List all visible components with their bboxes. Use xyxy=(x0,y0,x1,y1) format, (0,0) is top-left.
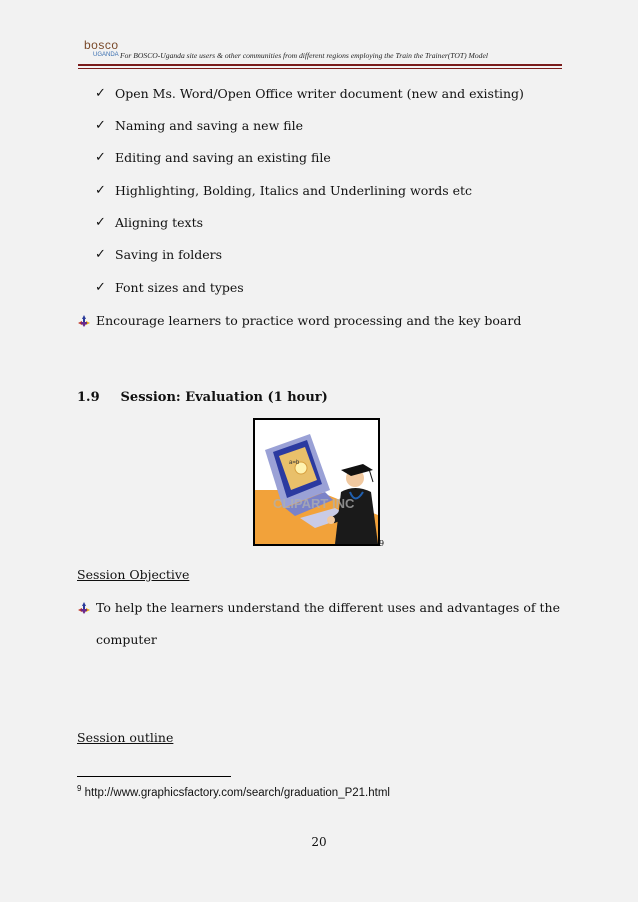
objective-text-line2: computer xyxy=(96,632,157,647)
clipart-watermark: CLIPART INC xyxy=(273,496,355,511)
outline-heading: Session outline xyxy=(77,730,174,745)
footnote-number: 9 xyxy=(77,784,82,793)
checkmark-icon: ✓ xyxy=(95,247,106,262)
checklist-item: ✓ Highlighting, Bolding, Italics and Underlining words etc xyxy=(95,183,473,198)
bosco-logo-subtext: UGANDA xyxy=(93,52,119,58)
section-heading xyxy=(77,390,328,405)
graduate-computer-illustration xyxy=(255,420,378,544)
objective-text-line1: To help the learners understand the different uses and advantages of the xyxy=(96,600,560,615)
footnote-rule xyxy=(77,776,231,777)
checkmark-icon: ✓ xyxy=(95,150,106,165)
checklist-item: ✓ Open Ms. Word/Open Office writer document (new and existing) xyxy=(95,86,524,101)
header-rule-thin xyxy=(78,68,562,69)
footnote-url[interactable]: http://www.graphicsfactory.com/search/graduation_P21.html xyxy=(84,786,390,799)
objective-heading: Session Objective xyxy=(77,567,190,582)
bosco-logo: bosco xyxy=(84,38,119,52)
encourage-bullet: Encourage learners to practice word processing and the key board xyxy=(77,313,521,328)
checkmark-icon: ✓ xyxy=(95,280,106,295)
checklist-item: ✓ Naming and saving a new file xyxy=(95,118,303,133)
section-number: 1.9 xyxy=(77,390,100,405)
checklist-item: ✓ Font sizes and types xyxy=(95,280,244,295)
objective-bullet-icon-wrap xyxy=(77,600,96,619)
section-title: Session: Evaluation (1 hour) xyxy=(120,390,328,405)
screen-text: a=b xyxy=(289,460,300,466)
image-footnote-ref: 9 xyxy=(379,539,385,548)
checkmark-icon: ✓ xyxy=(95,183,106,198)
footnote xyxy=(77,784,390,799)
checkmark-icon: ✓ xyxy=(95,86,106,101)
checklist-item: ✓ Aligning texts xyxy=(95,215,204,230)
running-header: For BOSCO-Uganda site users & other communities from different regions employing the Train the Trainer(TOT) Model xyxy=(120,51,488,60)
header-rule xyxy=(78,64,562,66)
four-arrow-bullet-icon xyxy=(77,314,91,328)
page-number: 20 xyxy=(311,835,327,849)
checkmark-icon: ✓ xyxy=(95,215,106,230)
checklist-item: ✓ Editing and saving an existing file xyxy=(95,150,331,165)
checklist-item: ✓ Saving in folders xyxy=(95,247,223,262)
graduation-clipart xyxy=(253,418,380,546)
checkmark-icon: ✓ xyxy=(95,118,106,133)
four-arrow-bullet-icon xyxy=(77,601,91,615)
